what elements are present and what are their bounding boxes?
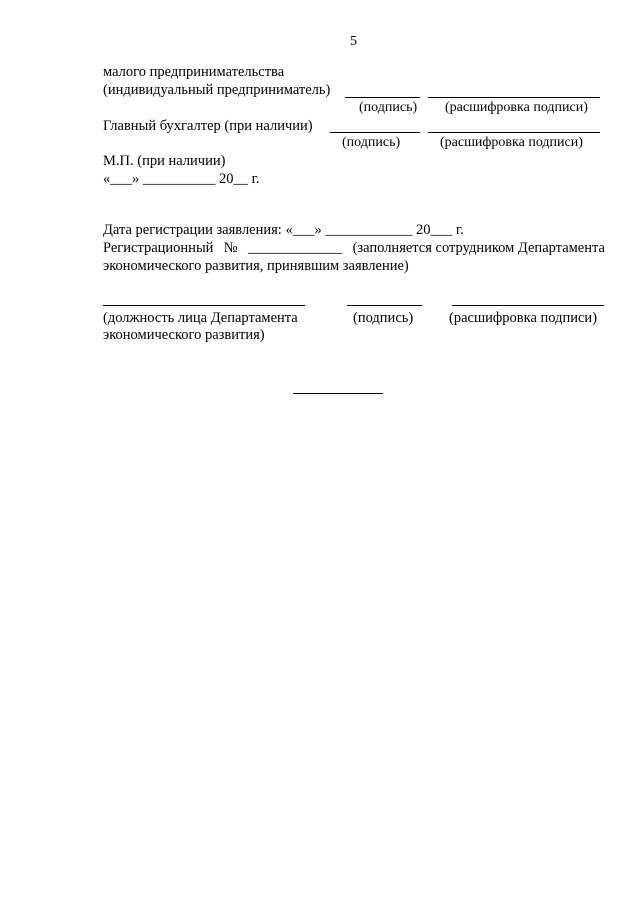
applicant-decoding-caption: (расшифровка подписи) xyxy=(445,100,588,115)
end-separator-rule xyxy=(293,393,383,394)
registration-number-blank: _____________ xyxy=(247,240,343,256)
official-decoding-rule xyxy=(452,305,604,306)
official-signature-caption: (подпись) xyxy=(353,310,414,326)
official-position-caption-2: экономического развития) xyxy=(103,327,265,343)
seal-label: М.П. (при наличии) xyxy=(103,153,226,169)
applicant-signature-rule xyxy=(345,97,420,98)
accountant-decoding-caption: (расшифровка подписи) xyxy=(440,135,583,150)
registration-date-line: Дата регистрации заявления: «___» ____________ 20___ г. xyxy=(103,222,464,238)
registration-fill-note-continued: экономического развития, принявшим заявление) xyxy=(103,258,409,274)
accountant-label: Главный бухгалтер (при наличии) xyxy=(103,118,313,134)
official-position-caption-1: (должность лица Департамента xyxy=(103,310,298,326)
accountant-decoding-rule xyxy=(428,132,600,133)
accountant-signature-rule xyxy=(330,132,420,133)
registration-number-sign: № xyxy=(223,240,238,256)
applicant-line-2: (индивидуальный предприниматель) xyxy=(103,82,331,98)
registration-number-row xyxy=(103,240,605,256)
official-decoding-caption: (расшифровка подписи) xyxy=(449,310,598,326)
page-number: 5 xyxy=(350,34,357,49)
registration-fill-note: (заполняется сотрудником Департамента xyxy=(352,240,605,256)
applicant-signature-caption: (подпись) xyxy=(359,100,418,115)
seal-date-line: «___» __________ 20__ г. xyxy=(103,171,260,187)
official-position-rule xyxy=(103,305,305,306)
applicant-decoding-rule xyxy=(428,97,600,98)
accountant-signature-caption: (подпись) xyxy=(342,135,401,150)
applicant-line-1: малого предпринимательства xyxy=(103,64,285,80)
registration-number-label: Регистрационный xyxy=(103,240,214,256)
official-signature-rule xyxy=(347,305,422,306)
